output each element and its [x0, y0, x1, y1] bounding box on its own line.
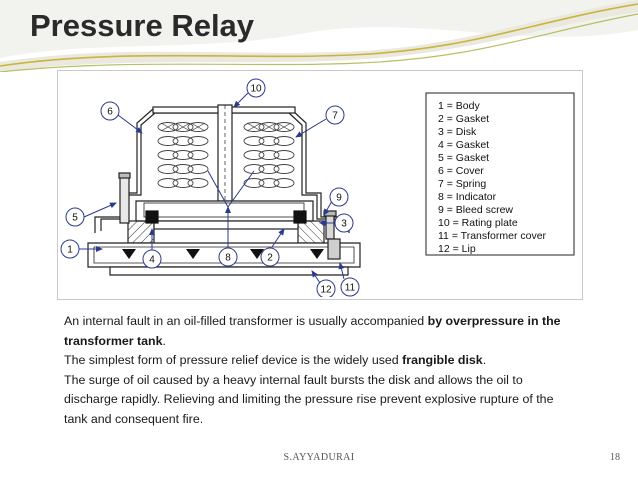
svg-text:5: 5 — [72, 212, 78, 224]
svg-text:9: 9 — [336, 192, 342, 204]
legend-item-12: 12 = Lip — [438, 243, 476, 255]
svg-text:1: 1 — [67, 244, 73, 256]
callout-11 — [341, 278, 359, 296]
legend-item-9: 9 = Bleed screw — [438, 204, 513, 216]
paragraph-2 — [64, 351, 574, 371]
para1-part-c: . — [162, 333, 166, 348]
callout-8 — [219, 248, 237, 266]
callout-4 — [143, 250, 161, 268]
callout-10 — [247, 79, 265, 97]
callout-6 — [101, 102, 119, 120]
leader-5 — [84, 203, 116, 217]
para2-part-a: The simplest form of pressure relief device is the widely used — [64, 353, 403, 367]
leader-10 — [234, 93, 248, 107]
paragraph-3: The surge of oil caused by a heavy internal fault bursts the disk and allows the oil to discharge rapidly. Relieving and limiting the pressure rise prevent explosive rupture of the tank and consequent fire. — [64, 372, 554, 426]
legend-item-2: 2 = Gasket — [438, 113, 490, 125]
legend-item-1: 1 = Body — [438, 100, 480, 112]
page-title: Pressure Relay — [30, 8, 255, 43]
svg-text:7: 7 — [332, 110, 338, 122]
callout-2 — [261, 248, 279, 266]
legend-item-8: 8 = Indicator — [438, 191, 497, 203]
svg-text:8: 8 — [225, 252, 231, 264]
legend-item-4: 4 = Gasket — [438, 139, 490, 151]
legend-item-7: 7 = Spring — [438, 178, 487, 190]
callout-1 — [61, 240, 79, 258]
body-text — [64, 312, 574, 429]
paragraph-1 — [64, 312, 574, 351]
para1-part-a: An internal fault in an oil-filled transformer is usually accompanied — [64, 314, 428, 328]
callout-5 — [66, 208, 84, 226]
callout-9 — [330, 188, 348, 206]
legend-item-3: 3 = Disk — [438, 126, 477, 138]
legend-item-5: 5 = Gasket — [438, 152, 490, 164]
callout-12 — [317, 280, 335, 297]
svg-text:3: 3 — [341, 218, 347, 230]
callout-7 — [326, 106, 344, 124]
figure-legend — [426, 93, 574, 255]
figure-pressure-relay — [57, 70, 583, 300]
svg-text:10: 10 — [250, 83, 262, 95]
callout-3 — [335, 214, 353, 232]
legend-item-10: 10 = Rating plate — [438, 217, 518, 229]
footer-page-number: 18 — [610, 452, 620, 463]
svg-text:4: 4 — [149, 254, 155, 266]
svg-text:6: 6 — [107, 106, 113, 118]
para2-part-c: . — [482, 353, 487, 367]
legend-item-6: 6 = Cover — [438, 165, 484, 177]
legend-item-11: 11 = Transformer cover — [438, 230, 547, 242]
para2-bold: frangible disk — [402, 353, 483, 367]
svg-text:11: 11 — [344, 282, 356, 294]
svg-text:12: 12 — [320, 284, 332, 296]
footer-author: S.AYYADURAI — [283, 452, 355, 463]
svg-text:2: 2 — [267, 252, 273, 264]
para1-bold: by overpressure in the transformer tank — [64, 314, 561, 348]
